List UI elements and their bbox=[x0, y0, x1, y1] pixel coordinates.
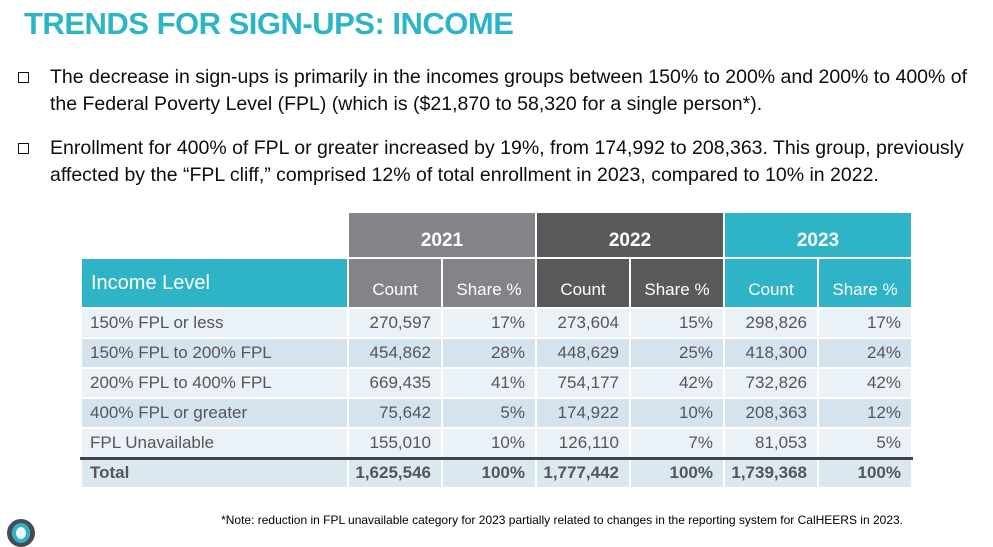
bullet-text: Enrollment for 400% of FPL or greater increased by 19%, from 174,992 to 208,363. This group, previously affected by the “FPL cliff,” comprised 12% of total enrollment in 2023, compared to 10% in 2022. bbox=[50, 137, 964, 186]
square-bullet-icon bbox=[18, 72, 29, 83]
bullet-text: The decrease in sign-ups is primarily in the incomes groups between 150% to 200% and 200% to 400% of the Federal Poverty Level (FPL) (which is ($21,870 to 58,320 for a single person*). bbox=[50, 66, 968, 115]
col-header-count-2023: Count bbox=[724, 258, 818, 308]
cell-value: 126,110 bbox=[536, 428, 630, 458]
page-title: TRENDS FOR SIGN-UPS: INCOME bbox=[24, 6, 514, 41]
cell-value: 448,629 bbox=[536, 338, 630, 368]
bullet-item bbox=[18, 64, 986, 118]
cell-value: 75,642 bbox=[348, 398, 442, 428]
footnote: *Note: reduction in FPL unavailable category for 2023 partially related to changes in the reporting system for CalHEERS in 2023. bbox=[221, 513, 903, 527]
total-value: 1,625,546 bbox=[348, 458, 442, 488]
cell-value: 28% bbox=[442, 338, 536, 368]
cell-value: 81,053 bbox=[724, 428, 818, 458]
col-header-count-2021: Count bbox=[348, 258, 442, 308]
year-header-2022: 2022 bbox=[536, 212, 724, 258]
cell-value: 270,597 bbox=[348, 308, 442, 338]
row-label: FPL Unavailable bbox=[81, 428, 348, 458]
table-row bbox=[81, 338, 912, 368]
corner-spacer bbox=[81, 212, 348, 258]
year-header-row bbox=[81, 212, 912, 258]
table-row bbox=[81, 308, 912, 338]
table-row bbox=[81, 428, 912, 458]
square-bullet-icon bbox=[18, 143, 29, 154]
cell-value: 41% bbox=[442, 368, 536, 398]
bullet-item bbox=[18, 135, 986, 189]
income-level-table bbox=[80, 211, 913, 489]
table-row bbox=[81, 368, 912, 398]
cell-value: 754,177 bbox=[536, 368, 630, 398]
total-label: Total bbox=[81, 458, 348, 488]
col-header-count-2022: Count bbox=[536, 258, 630, 308]
col-header-share-2022: Share % bbox=[630, 258, 724, 308]
cell-value: 298,826 bbox=[724, 308, 818, 338]
col-header-share-2023: Share % bbox=[818, 258, 912, 308]
year-header-2021: 2021 bbox=[348, 212, 536, 258]
total-value: 100% bbox=[630, 458, 724, 488]
cell-value: 273,604 bbox=[536, 308, 630, 338]
logo-inner-ring bbox=[12, 523, 30, 543]
bullet-list bbox=[18, 64, 986, 206]
covered-california-logo-icon bbox=[7, 519, 35, 547]
cell-value: 42% bbox=[630, 368, 724, 398]
row-label: 150% FPL to 200% FPL bbox=[81, 338, 348, 368]
cell-value: 17% bbox=[818, 308, 912, 338]
cell-value: 5% bbox=[442, 398, 536, 428]
row-label: 200% FPL to 400% FPL bbox=[81, 368, 348, 398]
cell-value: 5% bbox=[818, 428, 912, 458]
total-row bbox=[81, 458, 912, 488]
cell-value: 12% bbox=[818, 398, 912, 428]
year-header-2023: 2023 bbox=[724, 212, 912, 258]
cell-value: 10% bbox=[442, 428, 536, 458]
cell-value: 15% bbox=[630, 308, 724, 338]
cell-value: 17% bbox=[442, 308, 536, 338]
cell-value: 24% bbox=[818, 338, 912, 368]
col-header-share-2021: Share % bbox=[442, 258, 536, 308]
subheader-row bbox=[81, 258, 912, 308]
row-label: 150% FPL or less bbox=[81, 308, 348, 338]
total-value: 1,777,442 bbox=[536, 458, 630, 488]
total-value: 1,739,368 bbox=[724, 458, 818, 488]
cell-value: 454,862 bbox=[348, 338, 442, 368]
cell-value: 10% bbox=[630, 398, 724, 428]
cell-value: 7% bbox=[630, 428, 724, 458]
cell-value: 732,826 bbox=[724, 368, 818, 398]
total-value: 100% bbox=[818, 458, 912, 488]
cell-value: 155,010 bbox=[348, 428, 442, 458]
table-row bbox=[81, 398, 912, 428]
cell-value: 174,922 bbox=[536, 398, 630, 428]
cell-value: 418,300 bbox=[724, 338, 818, 368]
total-value: 100% bbox=[442, 458, 536, 488]
cell-value: 208,363 bbox=[724, 398, 818, 428]
cell-value: 42% bbox=[818, 368, 912, 398]
row-label: 400% FPL or greater bbox=[81, 398, 348, 428]
cell-value: 669,435 bbox=[348, 368, 442, 398]
income-level-header: Income Level bbox=[81, 258, 348, 308]
cell-value: 25% bbox=[630, 338, 724, 368]
